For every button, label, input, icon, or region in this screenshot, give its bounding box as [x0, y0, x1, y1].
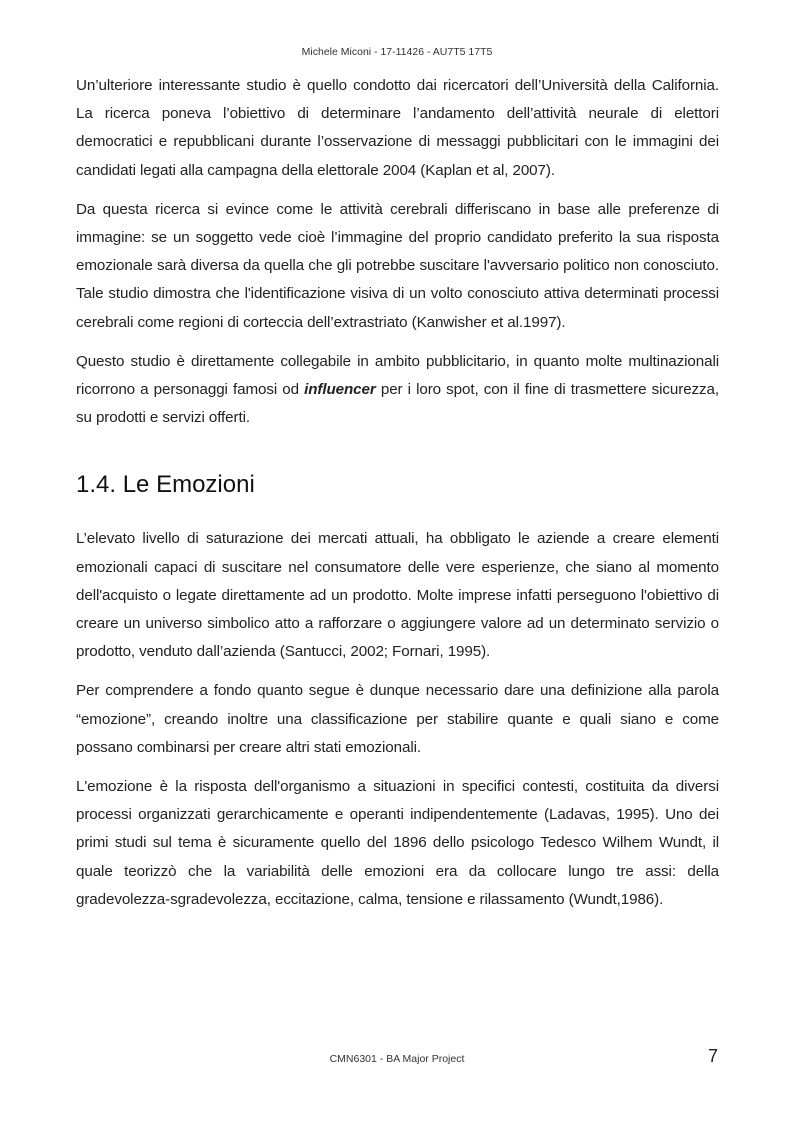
paragraph-advertising-end: per i loro spot, con il fine di trasmettere sicurezza, su prodotti e servizi offerti. [76, 381, 719, 427]
paragraph-advertising [76, 348, 719, 433]
paragraph-emotion-definition: Per comprendere a fondo quanto segue è dunque necessario dare una definizione alla parola “emozione”, creando inoltre una classificazione per stabilire quante e quali siano e come possano combinarsi per creare altri stati emozionali. [76, 682, 719, 756]
paragraph-brain-activity: Da questa ricerca si evince come le attività cerebrali differiscano in base alle preferenze di immagine: se un soggetto vede cioè l’immagine del proprio candidato preferito la sua risposta emozionale sarà diversa da quella che gli potrebbe suscitare l'avversario politico non conosciuto. Tale studio dimostra che l'identificazione visiva di un volto conosciuto attiva determinati processi cerebrali come regioni di corteccia dell’extrastriato (Kanwisher et al.1997). [76, 200, 719, 331]
paragraph-california-study: Un’ulteriore interessante studio è quello condotto dai ricercatori dell’Università della California. La ricerca poneva l’obiettivo di determinare l’andamento dell’attività neurale di elettori democratici e repubblicani durante l’osservazione di messaggi pubblicitari con le immagini dei candidati legati alla campagna della elettorale 2004 (Kaplan et al, 2007). [76, 77, 719, 179]
emphasis-influencer: influencer [304, 381, 376, 399]
running-footer: CMN6301 - BA Major Project [329, 1053, 465, 1065]
running-header: Michele Miconi - 17-11426 - AU7T5 17T5 [301, 46, 493, 58]
paragraph-market-saturation: L’elevato livello di saturazione dei mercati attuali, ha obbligato le aziende a creare elementi emozionali capaci di suscitare nel consumatore delle vere esperienze, che siano al momento dell'acquisto o legate direttamente ad un prodotto. Molte imprese infatti perseguono l'obiettivo di creare un universo simbolico atto a rafforzare o aggiungere valore ad un determinato servizio o prodotto, venduto dall’azienda (Santucci, 2002; Fornari, 1995). [76, 530, 719, 661]
section-heading: 1.4. Le Emozioni [76, 471, 255, 499]
paragraph-wundt: L'emozione è la risposta dell'organismo a situazioni in specifici contesti, costituita da diversi processi organizzati gerarchicamente e operanti indipendentemente (Ladavas, 1995). Uno dei primi studi sul tema è sicuramente quello del 1896 dello psicologo Tedesco Wilhem Wundt, il quale teorizzò che la variabilità delle emozioni era da collocare lungo tre assi: della gradevolezza-sgradevolezza, eccitazione, calma, tensione e rilassamento (Wundt,1986). [76, 778, 719, 908]
body-text [76, 72, 719, 925]
page-number: 7 [707, 1046, 718, 1066]
paragraph-advertising-start: Questo studio è direttamente collegabile in ambito pubblicitario, in quanto molte multinazionali ricorrono a personaggi famosi od [76, 352, 719, 399]
